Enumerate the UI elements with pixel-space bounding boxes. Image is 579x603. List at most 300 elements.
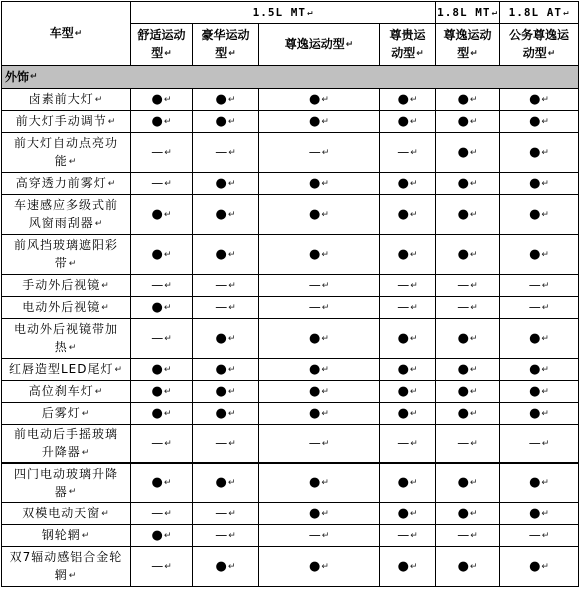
group-header-18at (500, 2, 579, 24)
para-mark: ↵ (321, 561, 329, 572)
para-mark: ↵ (469, 508, 478, 519)
standard-dot-icon: ● (397, 384, 409, 399)
feature-label-cell (2, 319, 131, 359)
feature-value-cell (193, 359, 259, 381)
feature-value-cell (500, 235, 579, 275)
not-available-dash: — (151, 176, 164, 191)
para-mark: ↵ (345, 39, 354, 50)
feature-value-cell (131, 381, 193, 403)
standard-dot-icon: ● (309, 92, 321, 107)
para-mark: ↵ (163, 477, 172, 488)
standard-dot-icon: ● (457, 475, 469, 491)
not-available-dash: — (308, 278, 321, 293)
feature-value-cell (436, 425, 500, 463)
feature-value-cell (193, 319, 259, 359)
standard-dot-icon: ● (457, 145, 469, 160)
standard-dot-icon: ● (397, 331, 409, 346)
para-mark: ↵ (470, 530, 478, 541)
para-mark: ↵ (469, 408, 478, 419)
feature-value-cell (380, 89, 436, 111)
para-mark: ↵ (469, 147, 478, 158)
feature-value-cell (193, 403, 259, 425)
table-row (2, 319, 579, 359)
para-mark: ↵ (107, 178, 117, 189)
para-mark: ↵ (409, 561, 418, 572)
table-row (2, 359, 579, 381)
feature-label-cell (2, 275, 131, 297)
standard-dot-icon: ● (457, 384, 469, 399)
standard-dot-icon: ● (397, 247, 409, 262)
feature-value-cell (259, 173, 380, 195)
table-row (2, 463, 579, 503)
para-mark: ↵ (227, 408, 236, 419)
para-mark: ↵ (163, 408, 172, 419)
feature-value-cell (436, 547, 500, 587)
standard-dot-icon: ● (529, 331, 541, 346)
feature-value-cell (500, 89, 579, 111)
standard-dot-icon: ● (397, 92, 409, 107)
feature-value-cell (436, 403, 500, 425)
para-mark: ↵ (321, 364, 329, 375)
standard-dot-icon: ● (309, 114, 321, 129)
para-mark: ↵ (163, 116, 172, 127)
feature-value-cell (380, 235, 436, 275)
feature-value-cell (380, 425, 436, 463)
feature-value-cell (500, 525, 579, 547)
feature-label: 红唇造型LED尾灯 (8, 362, 114, 377)
para-mark: ↵ (227, 116, 236, 127)
feature-label-cell (2, 195, 131, 235)
section-row (2, 66, 579, 89)
feature-value-cell (500, 403, 579, 425)
feature-value-cell (380, 297, 436, 319)
para-mark: ↵ (163, 530, 172, 541)
para-mark: ↵ (541, 147, 549, 158)
standard-dot-icon: ● (151, 362, 163, 377)
standard-dot-icon: ● (529, 207, 541, 222)
para-mark: ↵ (469, 178, 478, 189)
not-available-dash: — (151, 145, 164, 160)
para-mark: ↵ (541, 94, 549, 105)
para-mark: ↵ (409, 249, 418, 260)
feature-value-cell (380, 503, 436, 525)
feature-label-cell (2, 525, 131, 547)
feature-value-cell (380, 403, 436, 425)
standard-dot-icon: ● (309, 384, 321, 399)
model-label: 车型 (49, 26, 74, 41)
para-mark: ↵ (541, 333, 549, 344)
feature-value-cell (131, 89, 193, 111)
para-mark: ↵ (409, 209, 418, 220)
feature-value-cell (131, 503, 193, 525)
feature-label: 手动外后视镜 (22, 278, 101, 293)
feature-value-cell (380, 359, 436, 381)
para-mark: ↵ (164, 280, 172, 291)
feature-label-cell (2, 463, 131, 503)
not-available-dash: — (215, 145, 228, 160)
para-mark: ↵ (306, 7, 314, 18)
para-mark: ↵ (164, 178, 172, 189)
para-mark: ↵ (164, 147, 172, 158)
feature-label-cell (2, 111, 131, 133)
standard-dot-icon: ● (215, 207, 227, 222)
feature-value-cell (259, 525, 380, 547)
not-available-dash: — (308, 436, 321, 450)
feature-value-cell (500, 133, 579, 173)
standard-dot-icon: ● (309, 176, 321, 191)
feature-label: 双7辐动感铝合金轮辋 (9, 550, 123, 583)
feature-label: 电动外后视镜带加热 (13, 322, 118, 355)
feature-value-cell (131, 547, 193, 587)
para-mark: ↵ (227, 333, 236, 344)
feature-value-cell (259, 235, 380, 275)
para-mark: ↵ (164, 561, 172, 572)
para-mark: ↵ (227, 94, 236, 105)
group-label: 1.8L MT (437, 5, 491, 19)
feature-value-cell (380, 381, 436, 403)
feature-value-cell (436, 525, 500, 547)
para-mark: ↵ (409, 178, 418, 189)
para-mark: ↵ (541, 438, 550, 449)
para-mark: ↵ (321, 209, 329, 220)
spec-table (1, 1, 579, 587)
para-mark: ↵ (68, 570, 78, 581)
not-available-dash: — (528, 300, 541, 315)
feature-label: 卤素前大灯 (28, 92, 94, 107)
para-mark: ↵ (163, 249, 172, 260)
para-mark: ↵ (164, 508, 172, 519)
para-mark: ↵ (227, 364, 236, 375)
standard-dot-icon: ● (309, 559, 321, 574)
para-mark: ↵ (321, 438, 330, 449)
trim-header-cell (131, 24, 193, 66)
not-available-dash: — (151, 559, 164, 574)
feature-value-cell (500, 195, 579, 235)
not-available-dash: — (151, 506, 164, 521)
trim-header-cell (259, 24, 380, 66)
feature-label-cell (2, 133, 131, 173)
standard-dot-icon: ● (215, 406, 227, 421)
feature-value-cell (193, 133, 259, 173)
group-label: 1.5L MT (252, 5, 306, 19)
feature-value-cell (259, 111, 380, 133)
standard-dot-icon: ● (151, 384, 163, 399)
standard-dot-icon: ● (309, 247, 321, 262)
not-available-dash: — (397, 528, 410, 543)
para-mark: ↵ (163, 209, 172, 220)
group-label: 1.8L AT (508, 5, 562, 19)
feature-value-cell (500, 463, 579, 503)
not-available-dash: — (308, 528, 321, 543)
feature-value-cell (193, 89, 259, 111)
para-mark: ↵ (470, 438, 478, 449)
para-mark: ↵ (321, 408, 329, 419)
para-mark: ↵ (409, 116, 418, 127)
standard-dot-icon: ● (397, 406, 409, 421)
para-mark: ↵ (416, 48, 424, 59)
feature-value-cell (193, 547, 259, 587)
standard-dot-icon: ● (215, 114, 227, 129)
para-mark: ↵ (541, 530, 550, 541)
not-available-dash: — (457, 300, 470, 315)
feature-value-cell (259, 195, 380, 235)
para-mark: ↵ (227, 561, 236, 572)
para-mark: ↵ (541, 477, 549, 488)
para-mark: ↵ (541, 249, 549, 260)
para-mark: ↵ (469, 364, 478, 375)
table-row (2, 133, 579, 173)
feature-value-cell (259, 463, 380, 503)
standard-dot-icon: ● (215, 384, 227, 399)
para-mark: ↵ (469, 386, 478, 397)
standard-dot-icon: ● (529, 362, 541, 377)
feature-value-cell (193, 275, 259, 297)
para-mark: ↵ (228, 48, 236, 59)
standard-dot-icon: ● (215, 92, 227, 107)
para-mark: ↵ (470, 302, 478, 313)
para-mark: ↵ (541, 561, 549, 572)
trim-label: 尊逸运动型 (443, 28, 492, 61)
not-available-dash: — (528, 436, 541, 450)
feature-value-cell (131, 275, 193, 297)
para-mark: ↵ (409, 364, 418, 375)
feature-value-cell (131, 403, 193, 425)
trim-label: 公务尊逸运动型 (509, 28, 570, 61)
standard-dot-icon: ● (215, 331, 227, 346)
para-mark: ↵ (409, 408, 418, 419)
para-mark: ↵ (547, 48, 556, 59)
standard-dot-icon: ● (529, 406, 541, 421)
feature-value-cell (259, 381, 380, 403)
table-row (2, 195, 579, 235)
feature-value-cell (131, 425, 193, 463)
feature-value-cell (436, 173, 500, 195)
feature-value-cell (500, 275, 579, 297)
feature-label-cell (2, 297, 131, 319)
para-mark: ↵ (321, 386, 329, 397)
trim-header-cell (500, 24, 579, 66)
para-mark: ↵ (81, 408, 91, 419)
feature-value-cell (131, 111, 193, 133)
table-row (2, 111, 579, 133)
standard-dot-icon: ● (151, 300, 163, 315)
para-mark: ↵ (321, 477, 329, 488)
feature-value-cell (259, 133, 380, 173)
standard-dot-icon: ● (215, 362, 227, 377)
para-mark: ↵ (101, 508, 110, 519)
table-row (2, 425, 579, 463)
para-mark: ↵ (68, 156, 78, 167)
feature-label: 高位刹车灯 (28, 384, 94, 399)
standard-dot-icon: ● (457, 559, 469, 574)
para-mark: ↵ (469, 116, 478, 127)
para-mark: ↵ (541, 280, 550, 291)
para-mark: ↵ (163, 302, 172, 313)
feature-value-cell (500, 111, 579, 133)
standard-dot-icon: ● (309, 475, 321, 491)
para-mark: ↵ (321, 302, 330, 313)
para-mark: ↵ (321, 94, 329, 105)
feature-value-cell (193, 463, 259, 503)
not-available-dash: — (308, 300, 321, 315)
feature-label: 后雾灯 (41, 406, 81, 421)
para-mark: ↵ (541, 386, 549, 397)
section-title-cell (2, 66, 579, 89)
standard-dot-icon: ● (309, 362, 321, 377)
standard-dot-icon: ● (215, 176, 227, 191)
standard-dot-icon: ● (529, 114, 541, 129)
not-available-dash: — (528, 528, 541, 543)
para-mark: ↵ (469, 249, 478, 260)
para-mark: ↵ (81, 530, 91, 541)
feature-value-cell (436, 503, 500, 525)
feature-value-cell (193, 381, 259, 403)
para-mark: ↵ (101, 302, 110, 313)
para-mark: ↵ (74, 28, 83, 39)
standard-dot-icon: ● (457, 247, 469, 262)
para-mark: ↵ (114, 364, 124, 375)
feature-value-cell (259, 275, 380, 297)
para-mark: ↵ (107, 116, 117, 127)
feature-value-cell (193, 111, 259, 133)
standard-dot-icon: ● (151, 406, 163, 421)
standard-dot-icon: ● (397, 114, 409, 129)
standard-dot-icon: ● (397, 176, 409, 191)
not-available-dash: — (397, 278, 410, 293)
para-mark: ↵ (541, 209, 549, 220)
standard-dot-icon: ● (529, 475, 541, 491)
feature-value-cell (259, 319, 380, 359)
section-title: 外饰 (5, 69, 30, 84)
para-mark: ↵ (410, 147, 418, 158)
feature-value-cell (131, 235, 193, 275)
feature-label-cell (2, 359, 131, 381)
feature-label: 前风挡玻璃遮阳彩带 (13, 238, 118, 271)
feature-label-cell (2, 381, 131, 403)
feature-value-cell (131, 195, 193, 235)
para-mark: ↵ (227, 477, 236, 488)
feature-label: 电动外后视镜 (22, 300, 101, 315)
not-available-dash: — (457, 436, 470, 450)
para-mark: ↵ (410, 302, 418, 313)
para-mark: ↵ (164, 48, 172, 59)
feature-value-cell (131, 173, 193, 195)
para-mark: ↵ (563, 7, 570, 18)
feature-value-cell (436, 275, 500, 297)
feature-value-cell (193, 235, 259, 275)
feature-value-cell (259, 425, 380, 463)
para-mark: ↵ (227, 249, 236, 260)
para-mark: ↵ (227, 209, 236, 220)
feature-value-cell (500, 297, 579, 319)
feature-value-cell (193, 425, 259, 463)
trim-label: 尊贵运动型 (389, 28, 426, 61)
para-mark: ↵ (321, 530, 330, 541)
standard-dot-icon: ● (215, 247, 227, 262)
not-available-dash: — (397, 436, 410, 450)
para-mark: ↵ (410, 530, 418, 541)
feature-value-cell (380, 173, 436, 195)
para-mark: ↵ (541, 302, 550, 313)
feature-value-cell (500, 359, 579, 381)
feature-label-cell (2, 89, 131, 111)
feature-label: 前电动后手摇玻璃升降器 (13, 427, 118, 459)
feature-label-cell (2, 425, 131, 463)
standard-dot-icon: ● (397, 559, 409, 574)
not-available-dash: — (457, 528, 470, 543)
table-row (2, 297, 579, 319)
para-mark: ↵ (68, 487, 78, 497)
standard-dot-icon: ● (309, 506, 321, 521)
feature-value-cell (259, 403, 380, 425)
feature-value-cell (131, 359, 193, 381)
not-available-dash: — (215, 528, 228, 543)
standard-dot-icon: ● (151, 114, 163, 129)
not-available-dash: — (308, 145, 321, 160)
feature-value-cell (500, 381, 579, 403)
feature-value-cell (500, 173, 579, 195)
standard-dot-icon: ● (457, 506, 469, 521)
feature-value-cell (193, 297, 259, 319)
para-mark: ↵ (469, 477, 478, 488)
para-mark: ↵ (321, 249, 329, 260)
para-mark: ↵ (469, 561, 478, 572)
para-mark: ↵ (94, 94, 104, 105)
trim-label: 舒适运动型 (137, 28, 186, 61)
feature-value-cell (380, 195, 436, 235)
feature-value-cell (131, 133, 193, 173)
para-mark: ↵ (228, 508, 236, 519)
standard-dot-icon: ● (309, 331, 321, 346)
standard-dot-icon: ● (397, 207, 409, 222)
para-mark: ↵ (321, 280, 330, 291)
table-row (2, 381, 579, 403)
para-mark: ↵ (321, 178, 329, 189)
feature-value-cell (259, 503, 380, 525)
feature-value-cell (436, 359, 500, 381)
table-row (2, 89, 579, 111)
feature-value-cell (380, 111, 436, 133)
feature-value-cell (436, 111, 500, 133)
standard-dot-icon: ● (309, 207, 321, 222)
feature-value-cell (436, 381, 500, 403)
standard-dot-icon: ● (529, 92, 541, 107)
para-mark: ↵ (228, 302, 236, 313)
table-row (2, 525, 579, 547)
standard-dot-icon: ● (151, 207, 163, 222)
para-mark: ↵ (94, 386, 104, 397)
standard-dot-icon: ● (151, 247, 163, 262)
feature-label-cell (2, 503, 131, 525)
feature-value-cell (131, 525, 193, 547)
feature-value-cell (500, 547, 579, 587)
para-mark: ↵ (228, 147, 236, 158)
para-mark: ↵ (541, 408, 549, 419)
not-available-dash: — (151, 331, 164, 346)
feature-value-cell (436, 235, 500, 275)
standard-dot-icon: ● (397, 475, 409, 491)
standard-dot-icon: ● (457, 362, 469, 377)
feature-value-cell (500, 425, 579, 463)
feature-value-cell (436, 463, 500, 503)
standard-dot-icon: ● (215, 559, 227, 574)
para-mark: ↵ (409, 386, 418, 397)
table-row (2, 547, 579, 587)
feature-label-cell (2, 235, 131, 275)
para-mark: ↵ (410, 438, 418, 449)
feature-value-cell (436, 133, 500, 173)
feature-label: 车速感应多级式前风窗雨刮器 (13, 198, 118, 231)
